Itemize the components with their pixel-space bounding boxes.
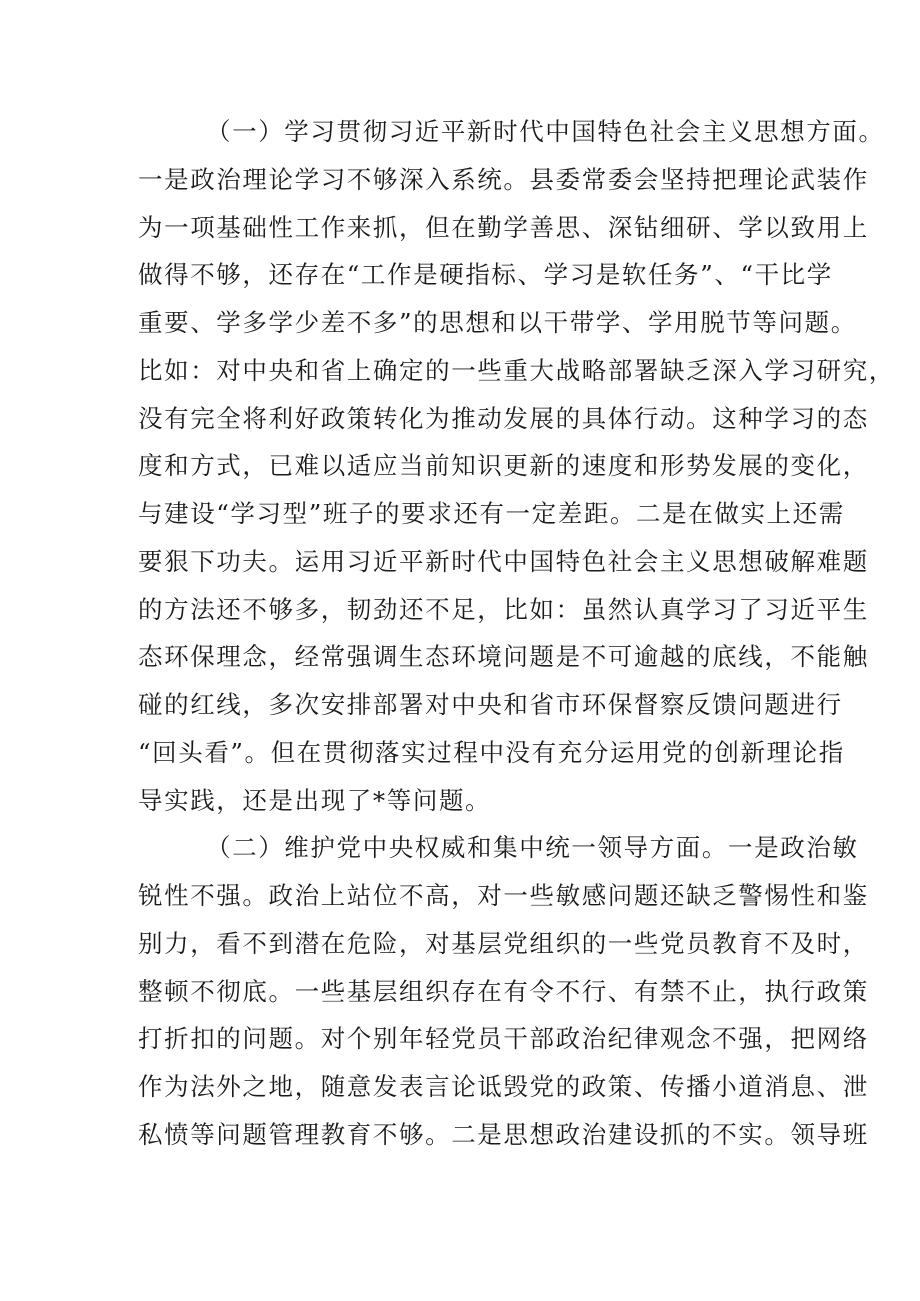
paragraph-line: 要狠下功夫。运用习近平新时代中国特色社会主义思想破解难题 [138, 546, 869, 576]
paragraph-line: 没有完全将利好政策转化为推动发展的具体行动。这种学习的态 [138, 403, 869, 433]
paragraph-line: 比如：对中央和省上确定的一些重大战略部署缺乏深入学习研究， [138, 355, 895, 385]
paragraph-line: 一是政治理论学习不够深入系统。县委常委会坚持把理论武装作 [138, 164, 869, 194]
paragraph-line: 的方法还不够多，韧劲还不足，比如：虽然认真学习了习近平生 [138, 594, 869, 624]
paragraph-line: 与建设“学习型”班子的要求还有一定差距。二是在做实上还需 [138, 499, 845, 528]
paragraph-line: 整顿不彻底。一些基层组织存在有令不行、有禁不止，执行政策 [138, 976, 869, 1006]
paragraph-line: 态环保理念，经常强调生态环境问题是不可逾越的底线，不能触 [138, 642, 869, 672]
paragraph-line: 为一项基础性工作来抓，但在勤学善思、深钻细研、学以致用上 [138, 212, 869, 242]
paragraph-line: 导实践，还是出现了*等问题。 [138, 785, 492, 815]
paragraph-section-two [138, 824, 869, 1158]
paragraph-line: “回头看”。但在贯彻落实过程中没有充分运用党的创新理论指 [138, 737, 845, 767]
paragraph-line: 碰的红线，多次安排部署对中央和省市环保督察反馈问题进行 [138, 690, 843, 719]
paragraph-heading-line: （一）学习贯彻习近平新时代中国特色社会主义思想方面。 [206, 117, 885, 146]
paragraph-line: 度和方式，已难以适应当前知识更新的速度和形势发展的变化， [138, 451, 869, 481]
paragraph-line: 重要、学多学少差不多”的思想和以干带学、学用脱节等问题。 [138, 308, 857, 337]
paragraph-line: 锐性不强。政治上站位不高，对一些敏感问题还缺乏警惕性和鉴 [138, 881, 869, 910]
paragraph-line: 做得不够，还存在“工作是硬指标、学习是软任务”、“干比学 [138, 260, 833, 290]
paragraph-line: 别力，看不到潜在危险，对基层党组织的一些党员教育不及时， [138, 928, 869, 958]
document-body [138, 108, 895, 1159]
paragraph-heading-line: （二）维护党中央权威和集中统一领导方面。一是政治敏 [206, 833, 859, 863]
paragraph-line: 作为法外之地，随意发表言论诋毁党的政策、传播小道消息、泄 [138, 1072, 869, 1101]
paragraph-line: 私愤等问题管理教育不够。二是思想政治建设抓的不实。领导班 [138, 1119, 869, 1149]
paragraph-line: 打折扣的问题。对个别年轻党员干部政治纪律观念不强，把网络 [138, 1024, 869, 1054]
paragraph-section-one [138, 108, 895, 824]
